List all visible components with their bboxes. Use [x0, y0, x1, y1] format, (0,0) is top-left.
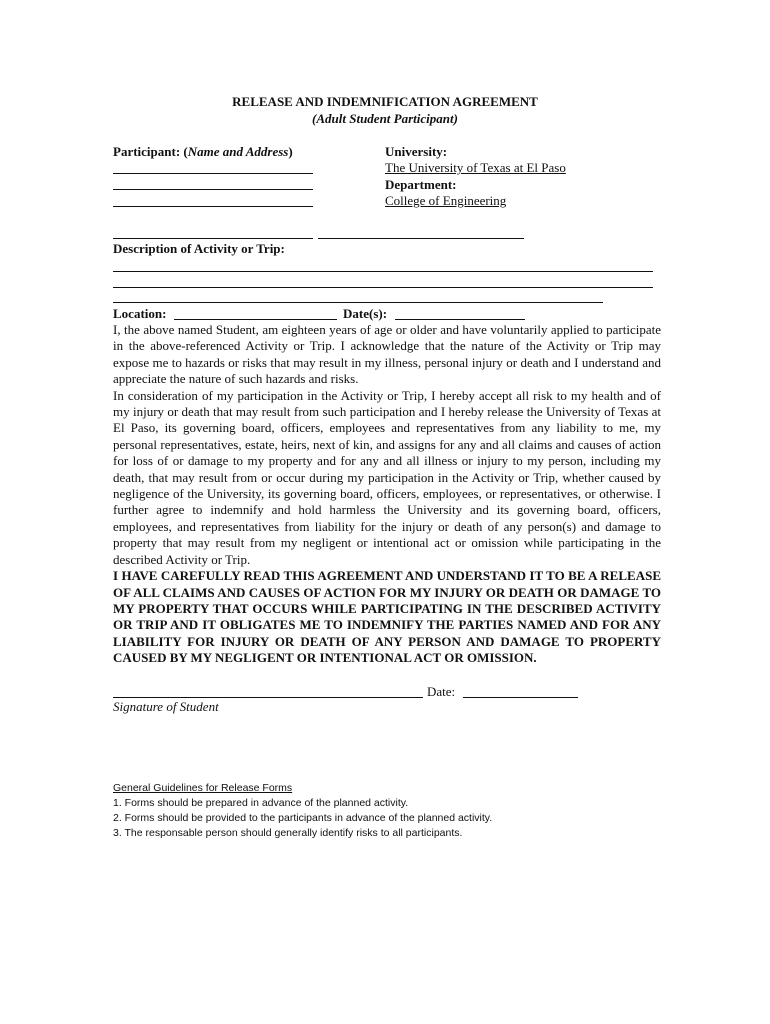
participant-label-suffix: ): [288, 144, 293, 159]
agreement-paragraph-2: In consideration of my participation in the Activity or Trip, I hereby accept all risk to my health and of my injury or death that may result from such participation and I hereby release the University of Texas at El Paso, its governing board, officers, employees and representatives from any liability to me, my personal representatives, estate, heirs, next of kin, and assigns for any and all claims and causes of action for loss of or damage to my property and for any and all illness or injury to my person, including my death, that may result from or occur during my participation in the Activity or Trip, whether caused by negligence of the University, its governing board, officers, employees, or representatives, or otherwise. I further agree to indemnify and hold harmless the University and its governing board, officers, employees, and representatives from liability for the injury or death of any person(s) and damage to property that may result from my negligent or intentional act or omission while participating in the described Activity or Trip.: [113, 387, 661, 567]
participant-line-3[interactable]: [113, 206, 313, 207]
guidelines-heading: General Guidelines for Release Forms: [113, 782, 293, 794]
guideline-item: 1. Forms should be prepared in advance of the planned activity.: [113, 797, 409, 809]
activity-label: Description of Activity or Trip:: [113, 241, 285, 256]
university-value: The University of Texas at El Paso: [385, 160, 566, 175]
location-field[interactable]: [174, 319, 337, 320]
guidelines-section: [113, 781, 492, 841]
activity-line-3[interactable]: [113, 302, 603, 303]
participant-line-2[interactable]: [113, 189, 313, 190]
guideline-item: 2. Forms should be provided to the participants in advance of the planned activity.: [113, 812, 493, 824]
activity-line-2[interactable]: [113, 287, 653, 288]
activity-line-1[interactable]: [113, 271, 653, 272]
location-label: Location:: [113, 306, 167, 321]
participant-label-italic: Name and Address: [187, 144, 289, 159]
participant-line-1[interactable]: [113, 173, 313, 174]
participant-label: [113, 144, 293, 160]
extra-line[interactable]: [318, 238, 524, 239]
dates-label: Date(s):: [343, 306, 388, 321]
signature-date-label: Date:: [427, 684, 456, 699]
document-subtitle: (Adult Student Participant): [312, 111, 458, 126]
guideline-item: 3. The responsable person should generally identify risks to all participants.: [113, 827, 463, 839]
participant-line-4[interactable]: [113, 238, 313, 239]
signature-caption: Signature of Student: [113, 699, 219, 714]
department-value: College of Engineering: [385, 193, 507, 208]
signature-date-field[interactable]: [463, 697, 578, 698]
agreement-paragraph-1: I, the above named Student, am eighteen years of age or older and have voluntarily applied to participate in the above-referenced Activity or Trip. I acknowledge that the nature of the Activity or Trip may expose me to hazards or risks that may result in my illness, personal injury or death and I understand and appreciate the nature of such hazards and risks.: [113, 322, 661, 387]
signature-line[interactable]: [113, 697, 423, 698]
university-label: University:: [385, 144, 448, 159]
participant-label-prefix: Participant: (: [113, 144, 188, 159]
agreement-acknowledgement: I HAVE CAREFULLY READ THIS AGREEMENT AND UNDERSTAND IT TO BE A RELEASE OF ALL CLAIMS AND CAUSES OF ACTION FOR MY INJURY OR DEATH OR DAMAGE TO MY PROPERTY THAT OCCURS WHILE PARTICIPATING IN THE DESCRIBED ACTIVITY OR TRIP AND IT OBLIGATES ME TO INDEMNIFY THE PARTIES NAMED AND FOR ANY LIABILITY FOR INJURY OR DEATH OF ANY PERSON AND DAMAGE TO PROPERTY CAUSED BY MY NEGLIGENT OR INTENTIONAL ACT OR OMISSION.: [113, 568, 661, 666]
dates-field[interactable]: [395, 319, 525, 320]
agreement-body: [113, 322, 661, 667]
document-title: RELEASE AND INDEMNIFICATION AGREEMENT: [232, 94, 538, 109]
department-label: Department:: [385, 177, 457, 192]
